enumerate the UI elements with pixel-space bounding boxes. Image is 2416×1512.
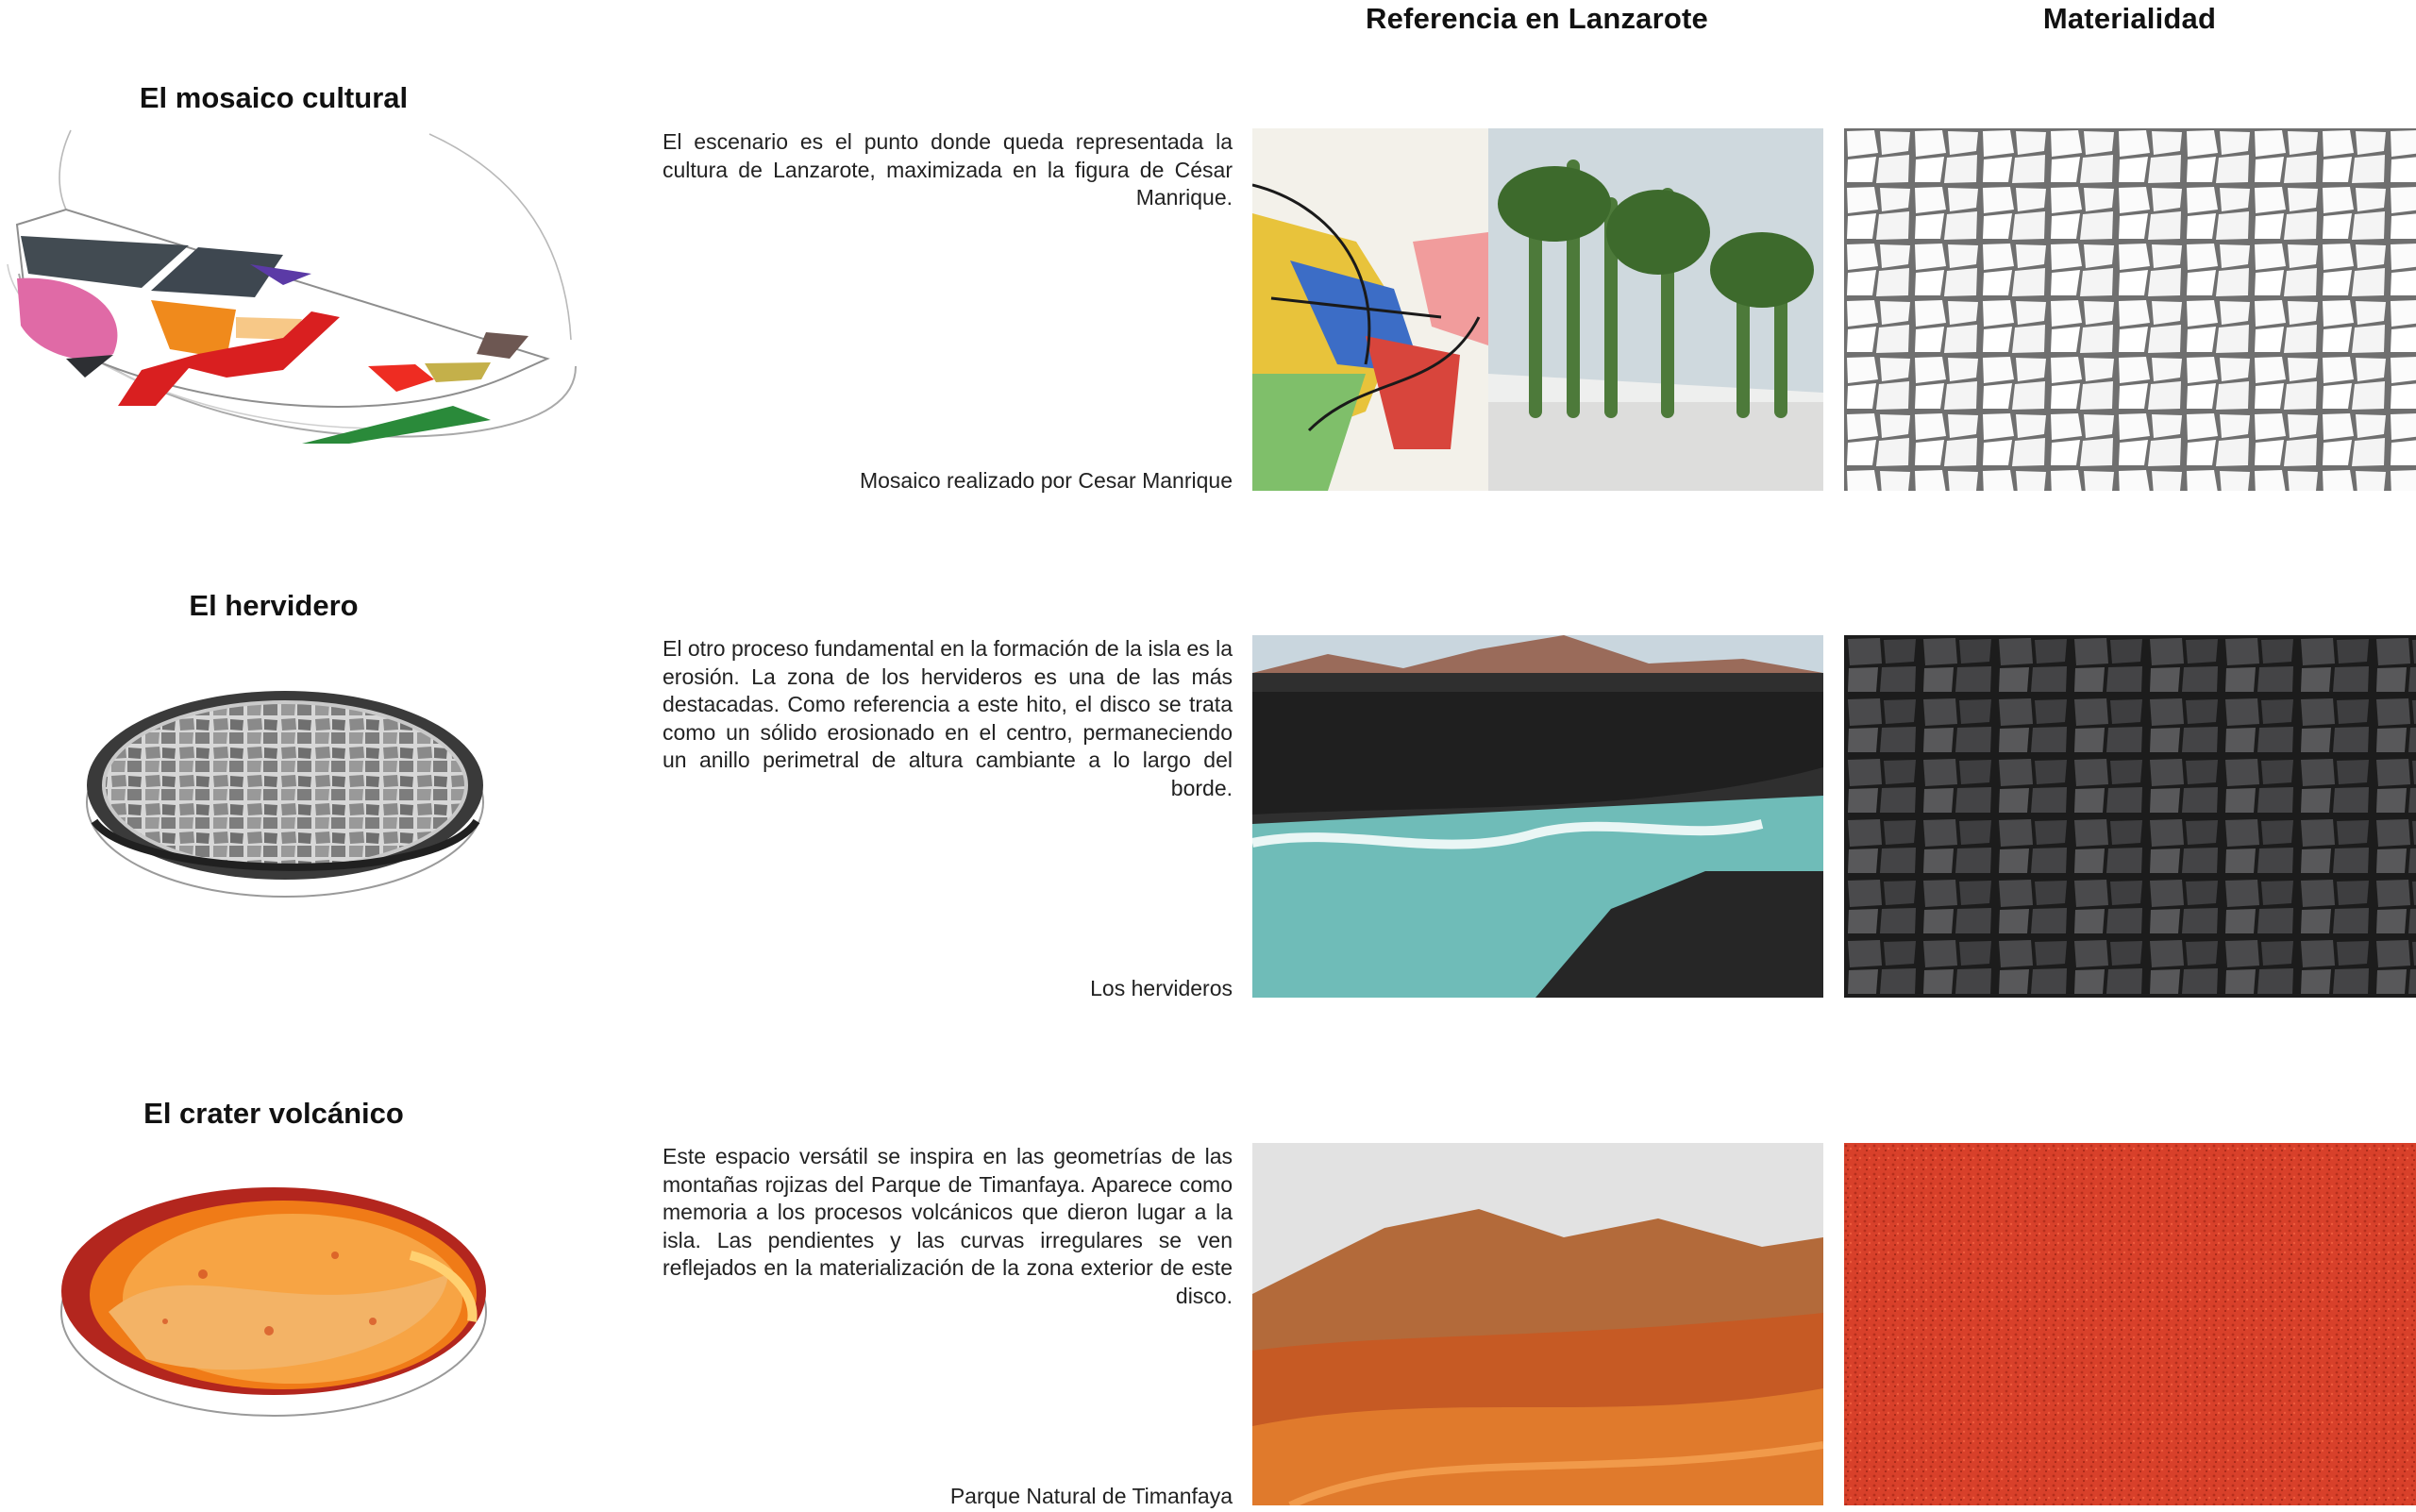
row-title-crater: El crater volcánico	[143, 1097, 404, 1130]
row-caption-crater: Parque Natural de Timanfaya	[949, 1484, 1233, 1508]
mosaic-disc-diagram	[0, 123, 585, 481]
row-title-hervidero: El hervidero	[189, 589, 359, 622]
hervidero-disc-diagram	[76, 661, 500, 906]
row-description-mosaic: El escenario es el punto donde queda representada la cultura de Lanzarote, maximizada en la figura de César Manrique.	[663, 129, 1233, 210]
reference-image-hervideros	[1252, 635, 1823, 998]
crater-disc-diagram	[52, 1161, 505, 1425]
row-description-crater: Este espacio versátil se inspira en las geometrías de las montañas rojizas del Parque de Timanfaya. Aparece como memoria a los procesos volcánicos que dieron lugar a la isla. Las pendientes y las curvas irregulares se ven reflejados en la materialización de la zona exterior de este disco.	[663, 1144, 1233, 1308]
materiality-column-header: Materialidad	[2042, 2, 2217, 35]
material-image-red-gravel	[1844, 1143, 2416, 1505]
row-description-hervidero: El otro proceso fundamental en la formación de la isla es la erosión. La zona de los hervideros es una de las más destacadas. Como referencia a este hito, el disco se trata como un sólido erosionado en el centro, permaneciendo un anillo perimetral de altura cambiante a lo largo del borde.	[663, 636, 1233, 800]
reference-image-timanfaya	[1252, 1143, 1823, 1505]
material-image-white-mosaic	[1844, 128, 2416, 491]
reference-image-mosaic	[1252, 128, 1823, 491]
reference-column-header: Referencia en Lanzarote	[1366, 2, 1708, 35]
row-caption-hervidero: Los hervideros	[1090, 976, 1233, 1000]
material-image-dark-stone	[1844, 635, 2416, 998]
row-caption-mosaic: Mosaico realizado por Cesar Manrique	[859, 468, 1233, 493]
row-title-mosaic: El mosaico cultural	[139, 81, 409, 114]
